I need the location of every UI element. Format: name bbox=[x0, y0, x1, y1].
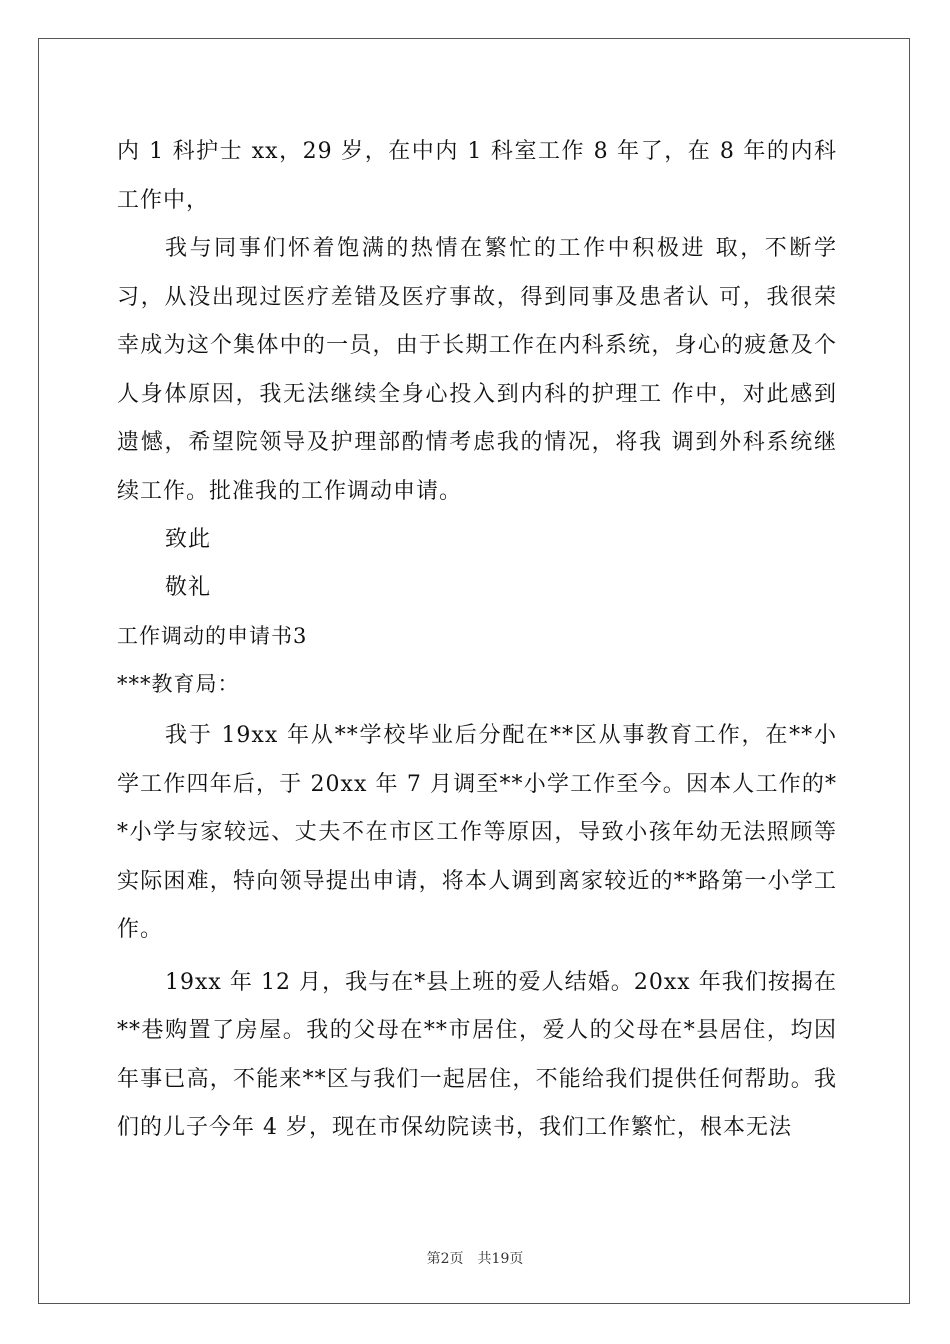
closing-jingli: 敬礼 bbox=[165, 575, 212, 600]
paragraph-request: 我与同事们怀着饱满的热情在繁忙的工作中积极进 取，不断学习，从没出现过医疗差错及医疗事故，得到同事及患者认 可，我很荣幸成为这个集体中的一员，由于长期工作在内科系统，身心的疲惫及个人身体原因，我无法继续全身心投入到内科的护理工 作中，对此感到遗憾，希望院领导及护理部酌情考虑我的情况，将我 调到外科系统继续工作。批准我的工作调动申请。 bbox=[117, 236, 837, 504]
paragraph-family: 19xx 年 12 月，我与在*县上班的爱人结婚。20xx 年我们按揭在**巷购置了房屋。我的父母在**市居住，爱人的父母在*县居住，均因年事已高，不能来**区与我们一起居住，不能给我们提供任何帮助。我们的儿子今年 4 岁，现在市保幼院读书，我们工作繁忙，根本无法 bbox=[117, 969, 837, 1140]
salutation: ***教育局： bbox=[117, 672, 240, 696]
paragraph-background: 我于 19xx 年从**学校毕业后分配在**区从事教育工作，在**小学工作四年后，于 20xx 年 7 月调至**小学工作至今。因本人工作的**小学与家较远、丈夫不在市区工作等原因，导致小孩年幼无法照顾等实际困难，特向领导提出申请，将本人调到离家较近的**路第一小学工作。 bbox=[117, 723, 837, 942]
section-title: 工作调动的申请书3 bbox=[117, 624, 308, 648]
document-body bbox=[117, 128, 837, 1153]
closing-zhici: 致此 bbox=[165, 527, 212, 552]
page-number: 第2页 共19页 bbox=[426, 1251, 524, 1267]
paragraph-intro: 内 1 科护士 xx，29 岁，在中内 1 科室工作 8 年了，在 8 年的内科工作中， bbox=[117, 139, 837, 213]
